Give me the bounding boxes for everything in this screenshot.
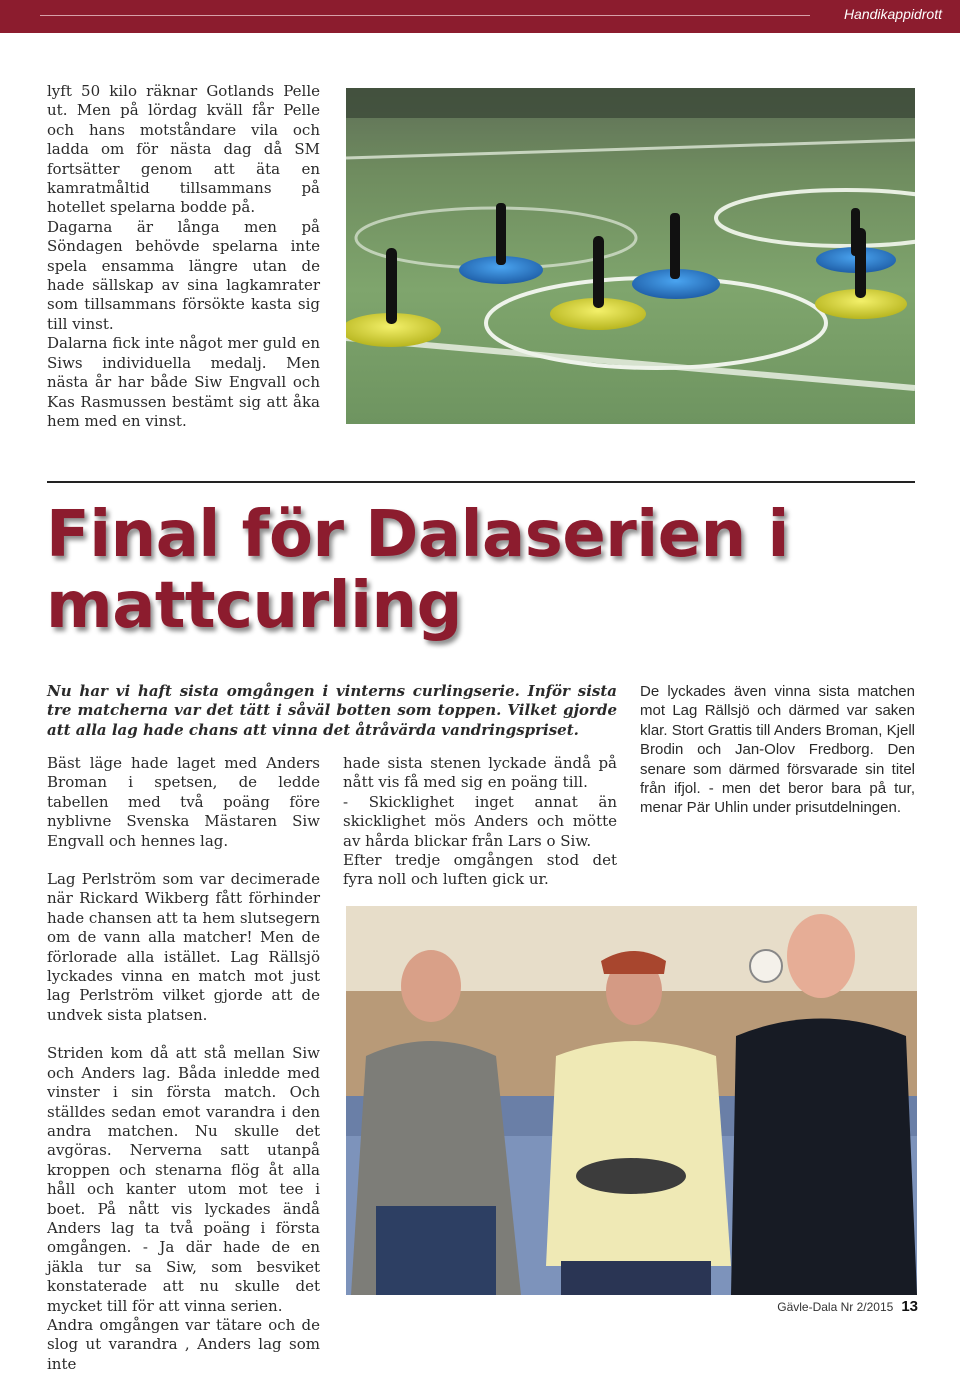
article-column-3 [640,682,915,818]
curling-stones-photo [346,88,915,424]
article-separator [47,481,915,483]
article-paragraph: Striden kom då att stå mellan Siw och Anders lag. Båda inledde med vinster i sin första match. Och ställdes sedan emot varandra i den andra matchen. Nu skulle det avgöras. Nerverna satt utanpå kroppen och stenarna flög åt alla håll och kanter utom mot tee i boet. På nått vis lyckades ändå Anders lag ta två poäng i första omgången. - Ja där hade de en jäkla tur sa Siw, som besviket konstaterade att nu skulle det mycket till för att vinna serien. [47,1044,320,1315]
banner-rule [40,15,810,16]
article-headline: Final för Dalaserien i mattcurling [46,498,789,643]
article-paragraph: Andra omgången var tätare och de slog ut varandra , Anders lag som inte [47,1315,320,1373]
page-number: 13 [901,1298,918,1315]
article-paragraph: Efter tredje omgången stod det fyra noll och luften gick ur. [343,851,617,889]
team-photo [346,906,917,1295]
page-footer [777,1298,918,1315]
intro-paragraph: Dagarna är långa men på Söndagen behövde spelarna inte spela ensamma längre utan de hade sällskap av sina lagkamrater som tillsammans försökte kasta sig till vinst. [47,217,320,333]
intro-paragraph: lyft 50 kilo räknar Gotlands Pelle ut. Men på lördag kväll får Pelle och hans motståndare vila och ladda om för nästa dag då SM fortsätter genom att äta en kamratmåltid tillsammans på hotellet spelarna bodde på. [47,82,320,217]
article-column-2 [343,754,617,890]
article-lead: Nu har vi haft sista omgången i vinterns curlingserie. Inför sista tre matcherna var det tätt i såväl botten som toppen. Vilket gjorde att alla lag hade chans att vinna det åtråvärda vandringspriset. [47,682,617,739]
article-paragraph: - Skicklighet inget annat än skicklighet mös Anders och mötte av hårda blickar från Lars o Siw. [343,792,617,850]
top-banner [0,0,960,33]
article-column-1 [47,754,320,1374]
article-paragraph: hade sista stenen lyckade ändå på nått vis få med sig en poäng till. [343,754,617,792]
section-label: Handikappidrott [843,6,942,22]
article-paragraph: Bäst läge hade laget med Anders Broman i spetsen, de ledde tabellen med två poäng före nyblivne Svenska Mästaren Siw Engvall och hennes lag. [47,754,320,850]
intro-paragraph: Dalarna fick inte något mer guld en Siws individuella medalj. Men nästa år har både Siw Engvall och Kas Rasmussen bestämt sig att åka hem med en vinst. [47,334,320,430]
article-paragraph: De lyckades även vinna sista matchen mot Lag Rällsjö och därmed var saken klar. Stort Grattis till Anders Broman, Kjell Brodin och Jan-Olov Fredborg. Den senare som därmed försvarade sin titel från ifjol. - men det beror bara på tur, menar Pär Uhlin under prisutdelningen. [640,683,915,817]
article-paragraph: Lag Perlström som var decimerade när Rickard Wikberg fått förhinder hade chansen att ta hem slutsegern om de vann alla matcher! Men de förlorade alla istället. Lag Rällsjö lyckades vinna en match mot just lag Perlström vilket gjorde att de undvek sista platsen. [47,870,320,1024]
magazine-issue: Gävle-Dala Nr 2/2015 [777,1300,894,1314]
intro-column [47,82,320,431]
